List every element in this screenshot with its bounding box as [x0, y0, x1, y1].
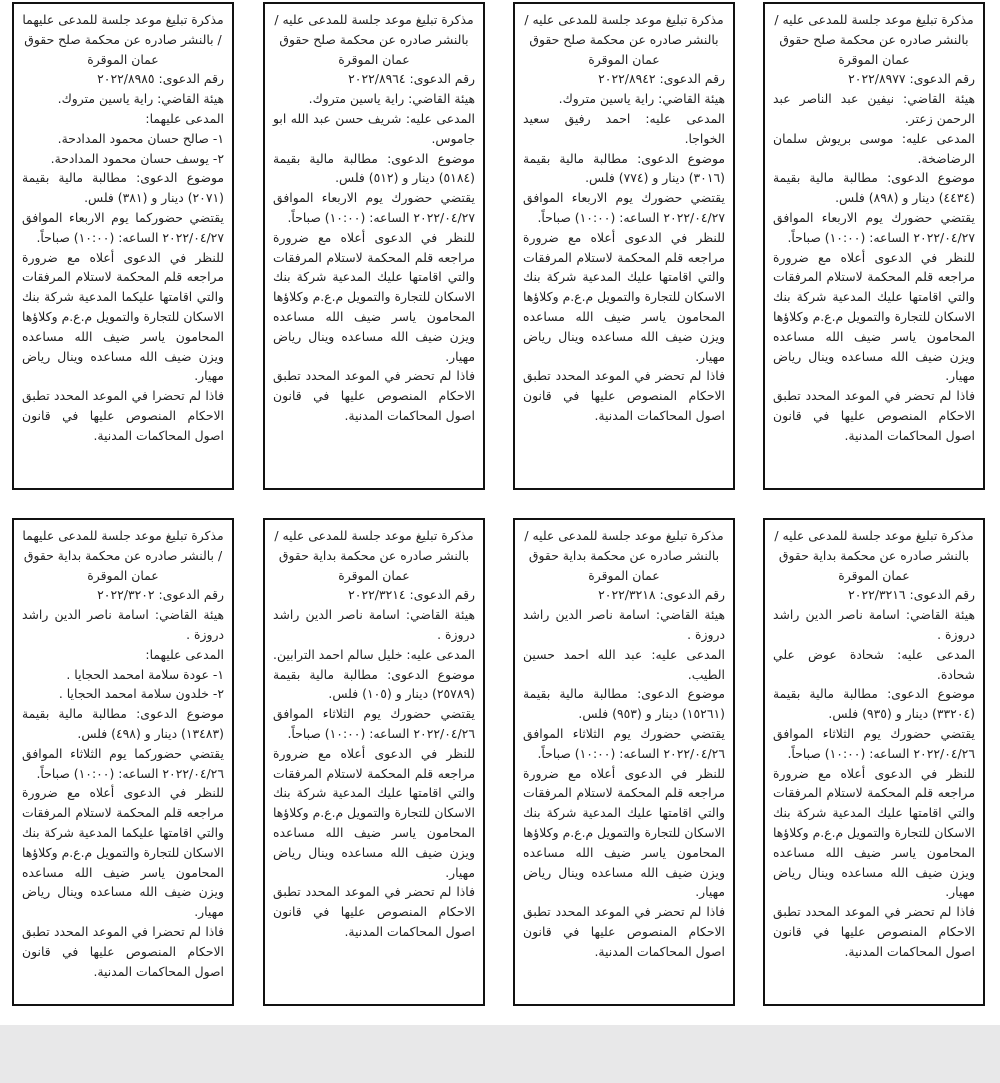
notice-body: للنظر في الدعوى أعلاه مع ضرورة مراجعه قلم المحكمة لاستلام المرفقات والتي اقامتها عليكما المدعية شركة بنك الاسكان للتجارة والتمويل م.ع.م وكلاؤها المحامون ياسر ضيف الله مساعده ويزن ضيف الله مساعده وينال رياض مهيار. — [22, 249, 224, 384]
notice-body: للنظر في الدعوى أعلاه مع ضرورة مراجعه قلم المحكمة لاستلام المرفقات والتي اقامتها عليك المدعية شركة بنك الاسكان للتجارة والتمويل م.ع.م وكلاؤها المحامون ياسر ضيف الله مساعده ويزن ضيف الله مساعده وينال رياض مهيار. — [523, 229, 725, 364]
judge-panel: هيئة القاضي: راية ياسين متروك. — [308, 91, 475, 107]
notice-column — [263, 2, 485, 490]
notice-column — [12, 2, 234, 490]
notice-closing: فاذا لم تحضرا في الموعد المحدد تطبق الاحكام المنصوص عليها في قانون اصول المحاكمات المدنية. — [22, 388, 224, 443]
judge-panel: هيئة القاضي: راية ياسين متروك. — [57, 91, 224, 107]
notice-closing: فاذا لم تحضر في الموعد المحدد تطبق الاحكام المنصوص عليها في قانون اصول المحاكمات المدنية. — [773, 388, 975, 443]
claim-subject: موضوع الدعوى: مطالبة مالية بقيمة (٣٠١٦) دينار و (٧٧٤) فلس. — [523, 150, 725, 186]
notice-title: مذكرة تبليغ موعد جلسة للمدعى عليهما / بالنشر صادره عن محكمة صلح حقوق عمان الموقرة — [22, 12, 224, 67]
notices-row-bottom — [0, 518, 1000, 1010]
judge-panel: هيئة القاضي: اسامة ناصر الدين راشد دروزة . — [773, 607, 975, 642]
defendant: المدعى عليه: خليل سالم احمد الترابين. — [273, 646, 475, 662]
notice-title: مذكرة تبليغ موعد جلسة للمدعى عليهما / بالنشر صادره عن محكمة بداية حقوق عمان الموقرة — [22, 528, 224, 583]
notice-column — [263, 518, 485, 1006]
footer-band — [0, 1025, 1000, 1083]
claim-subject: موضوع الدعوى: مطالبة مالية بقيمة (١٥٢٦١) دينار و (٩٥٣) فلس. — [523, 686, 725, 722]
notice-closing: فاذا لم تحضر في الموعد المحدد تطبق الاحكام المنصوص عليها في قانون اصول المحاكمات المدنية. — [523, 368, 725, 423]
defendant: المدعى عليه: احمد رفيق سعيد الخواجا. — [523, 110, 725, 146]
claim-subject: موضوع الدعوى: مطالبة مالية بقيمة (٢٥٧٨٩) دينار و (١٠٥) فلس. — [273, 666, 475, 702]
case-number: رقم الدعوى: ٢٠٢٢/٨٩٨٥ — [97, 71, 224, 87]
appearance-date: يقتضي حضورك يوم الثلاثاء الموافق ٢٠٢٢/٠٤/٢٦ الساعه: (١٠:٠٠) صباحاً. — [523, 725, 725, 761]
notice-title: مذكرة تبليغ موعد جلسة للمدعى عليه / بالنشر صادره عن محكمة صلح حقوق عمان الموقرة — [774, 12, 974, 67]
judge-panel: هيئة القاضي: اسامة ناصر الدين راشد دروزة . — [273, 607, 475, 642]
case-number: رقم الدعوى: ٢٠٢٢/٨٩٤٢ — [598, 71, 725, 87]
notice-closing: فاذا لم تحضر في الموعد المحدد تطبق الاحكام المنصوص عليها في قانون اصول المحاكمات المدنية. — [523, 904, 725, 959]
notice-title: مذكرة تبليغ موعد جلسة للمدعى عليه / بالنشر صادره عن محكمة بداية حقوق عمان الموقرة — [274, 528, 474, 583]
judge-panel: هيئة القاضي: اسامة ناصر الدين راشد دروزة . — [22, 607, 224, 642]
defendant: المدعى عليه: شحادة عوض علي شحادة. — [773, 646, 975, 682]
notice-closing: فاذا لم تحضر في الموعد المحدد تطبق الاحكام المنصوص عليها في قانون اصول المحاكمات المدنية. — [773, 904, 975, 959]
defendant: ٢- خلدون سلامة امحمد الحجايا . — [58, 686, 224, 702]
notice-column — [12, 518, 234, 1006]
appearance-date: يقتضي حضورك يوم الثلاثاء الموافق ٢٠٢٢/٠٤/٢٦ الساعه: (١٠:٠٠) صباحاً. — [773, 725, 975, 761]
defendant: ١- عودة سلامة امحمد الحجايا . — [66, 666, 224, 682]
notice-body: للنظر في الدعوى أعلاه مع ضرورة مراجعه قلم المحكمة لاستلام المرفقات والتي اقامتها عليك المدعية شركة بنك الاسكان للتجارة والتمويل م.ع.م وكلاؤها المحامون ياسر ضيف الله مساعده ويزن ضيف الله مساعده وينال رياض مهيار. — [273, 229, 475, 364]
case-number: رقم الدعوى: ٢٠٢٢/٨٩٧٧ — [848, 71, 975, 87]
claim-subject: موضوع الدعوى: مطالبة مالية بقيمة (١٣٤٨٣) دينار و (٤٩٨) فلس. — [22, 706, 224, 741]
notice-title: مذكرة تبليغ موعد جلسة للمدعى عليه / بالنشر صادره عن محكمة صلح حقوق عمان الموقرة — [524, 12, 724, 67]
defendant: ١- صالح حسان محمود المدادحة. — [57, 130, 224, 146]
appearance-date: يقتضي حضورك يوم الاربعاء الموافق ٢٠٢٢/٠٤/٢٧ الساعه: (١٠:٠٠) صباحاً. — [523, 190, 725, 225]
defendant: المدعى عليه: عبد الله احمد حسين الطيب. — [523, 646, 725, 682]
judge-panel: هيئة القاضي: راية ياسين متروك. — [558, 91, 725, 107]
notice-column — [763, 2, 985, 490]
notice-body: للنظر في الدعوى أعلاه مع ضرورة مراجعه قلم المحكمة لاستلام المرفقات والتي اقامتها عليك المدعية شركة بنك الاسكان للتجارة والتمويل م.ع.م وكلاؤها المحامون ياسر ضيف الله مساعده ويزن ضيف الله مساعده وينال رياض مهيار. — [773, 765, 975, 900]
notice-column — [513, 2, 735, 490]
defendant: ٢- يوسف حسان محمود المدادحة. — [50, 150, 224, 166]
case-number: رقم الدعوى: ٢٠٢٢/٣٢١٦ — [848, 587, 975, 603]
defendants-heading: المدعى عليهما: — [145, 110, 224, 126]
appearance-date: يقتضي حضوركما يوم الاربعاء الموافق ٢٠٢٢/٠٤/٢٧ الساعه: (١٠:٠٠) صباحاً. — [22, 209, 224, 245]
notice-closing: فاذا لم تحضرا في الموعد المحدد تطبق الاحكام المنصوص عليها في قانون اصول المحاكمات المدنية. — [22, 923, 224, 979]
appearance-date: يقتضي حضورك يوم الثلاثاء الموافق ٢٠٢٢/٠٤/٢٦ الساعه: (١٠:٠٠) صباحاً. — [273, 706, 475, 741]
judge-panel: هيئة القاضي: اسامة ناصر الدين راشد دروزة . — [523, 607, 725, 642]
notice-body: للنظر في الدعوى أعلاه مع ضرورة مراجعه قلم المحكمة لاستلام المرفقات والتي اقامتها عليك المدعية شركة بنك الاسكان للتجارة والتمويل م.ع.م وكلاؤها المحامون ياسر ضيف الله مساعده ويزن ضيف الله مساعده وينال رياض مهيار. — [273, 745, 475, 880]
appearance-date: يقتضي حضورك يوم الاربعاء الموافق ٢٠٢٢/٠٤/٢٧ الساعه: (١٠:٠٠) صباحاً. — [773, 209, 975, 245]
notice-title: مذكرة تبليغ موعد جلسة للمدعى عليه / بالنشر صادره عن محكمة بداية حقوق عمان الموقرة — [524, 528, 724, 583]
notice-closing: فاذا لم تحضر في الموعد المحدد تطبق الاحكام المنصوص عليها في قانون اصول المحاكمات المدنية. — [273, 884, 475, 939]
notice-body: للنظر في الدعوى أعلاه مع ضرورة مراجعه قلم المحكمة لاستلام المرفقات والتي اقامتها عليكما المدعية شركة بنك الاسكان للتجارة والتمويل م.ع.م وكلاؤها المحامون ياسر ضيف الله مساعده ويزن ضيف الله مساعده وينال رياض مهيار. — [22, 785, 224, 920]
case-number: رقم الدعوى: ٢٠٢٢/٨٩٦٤ — [348, 71, 475, 87]
defendant: المدعى عليه: شريف حسن عبد الله ابو جاموس. — [273, 110, 475, 146]
judge-panel: هيئة القاضي: نيفين عبد الناصر عبد الرحمن زعتر. — [773, 91, 975, 126]
notice-title: مذكرة تبليغ موعد جلسة للمدعى عليه / بالنشر صادره عن محكمة صلح حقوق عمان الموقرة — [274, 12, 474, 67]
notice-body: للنظر في الدعوى أعلاه مع ضرورة مراجعه قلم المحكمة لاستلام المرفقات والتي اقامتها عليك المدعية شركة بنك الاسكان للتجارة والتمويل م.ع.م وكلاؤها المحامون ياسر ضيف الله مساعده ويزن ضيف الله مساعده وينال رياض مهيار. — [773, 249, 975, 384]
defendants-heading: المدعى عليهما: — [145, 646, 224, 662]
case-number: رقم الدعوى: ٢٠٢٢/٣٢١٨ — [598, 587, 725, 603]
notice-column — [763, 518, 985, 1006]
claim-subject: موضوع الدعوى: مطالبة مالية بقيمة (٢٠٧١) دينار و (٣٨١) فلس. — [22, 170, 224, 206]
notice-column — [513, 518, 735, 1006]
appearance-date: يقتضي حضورك يوم الاربعاء الموافق ٢٠٢٢/٠٤/٢٧ الساعه: (١٠:٠٠) صباحاً. — [273, 190, 475, 225]
defendant: المدعى عليه: موسى بريوش سلمان الرضاضخة. — [773, 130, 975, 166]
case-number: رقم الدعوى: ٢٠٢٢/٣٢٠٢ — [97, 587, 224, 603]
claim-subject: موضوع الدعوى: مطالبة مالية بقيمة (٥١٨٤) دينار و (٥١٢) فلس. — [273, 150, 475, 186]
case-number: رقم الدعوى: ٢٠٢٢/٣٢١٤ — [348, 587, 475, 603]
notice-closing: فاذا لم تحضر في الموعد المحدد تطبق الاحكام المنصوص عليها في قانون اصول المحاكمات المدنية. — [273, 368, 475, 423]
notices-row-top — [0, 2, 1000, 494]
appearance-date: يقتضي حضوركما يوم الثلاثاء الموافق ٢٠٢٢/٠٤/٢٦ الساعه: (١٠:٠٠) صباحاً. — [22, 745, 224, 781]
claim-subject: موضوع الدعوى: مطالبة مالية بقيمة (٣٣٢٠٤) دينار و (٩٣٥) فلس. — [773, 686, 975, 722]
claim-subject: موضوع الدعوى: مطالبة مالية بقيمة (٤٤٣٤) دينار و (٨٩٨) فلس. — [773, 170, 975, 206]
notice-body: للنظر في الدعوى أعلاه مع ضرورة مراجعه قلم المحكمة لاستلام المرفقات والتي اقامتها عليك المدعية شركة بنك الاسكان للتجارة والتمويل م.ع.م وكلاؤها المحامون ياسر ضيف الله مساعده ويزن ضيف الله مساعده وينال رياض مهيار. — [523, 765, 725, 900]
notice-title: مذكرة تبليغ موعد جلسة للمدعى عليه / بالنشر صادره عن محكمة بداية حقوق عمان الموقرة — [774, 528, 974, 583]
